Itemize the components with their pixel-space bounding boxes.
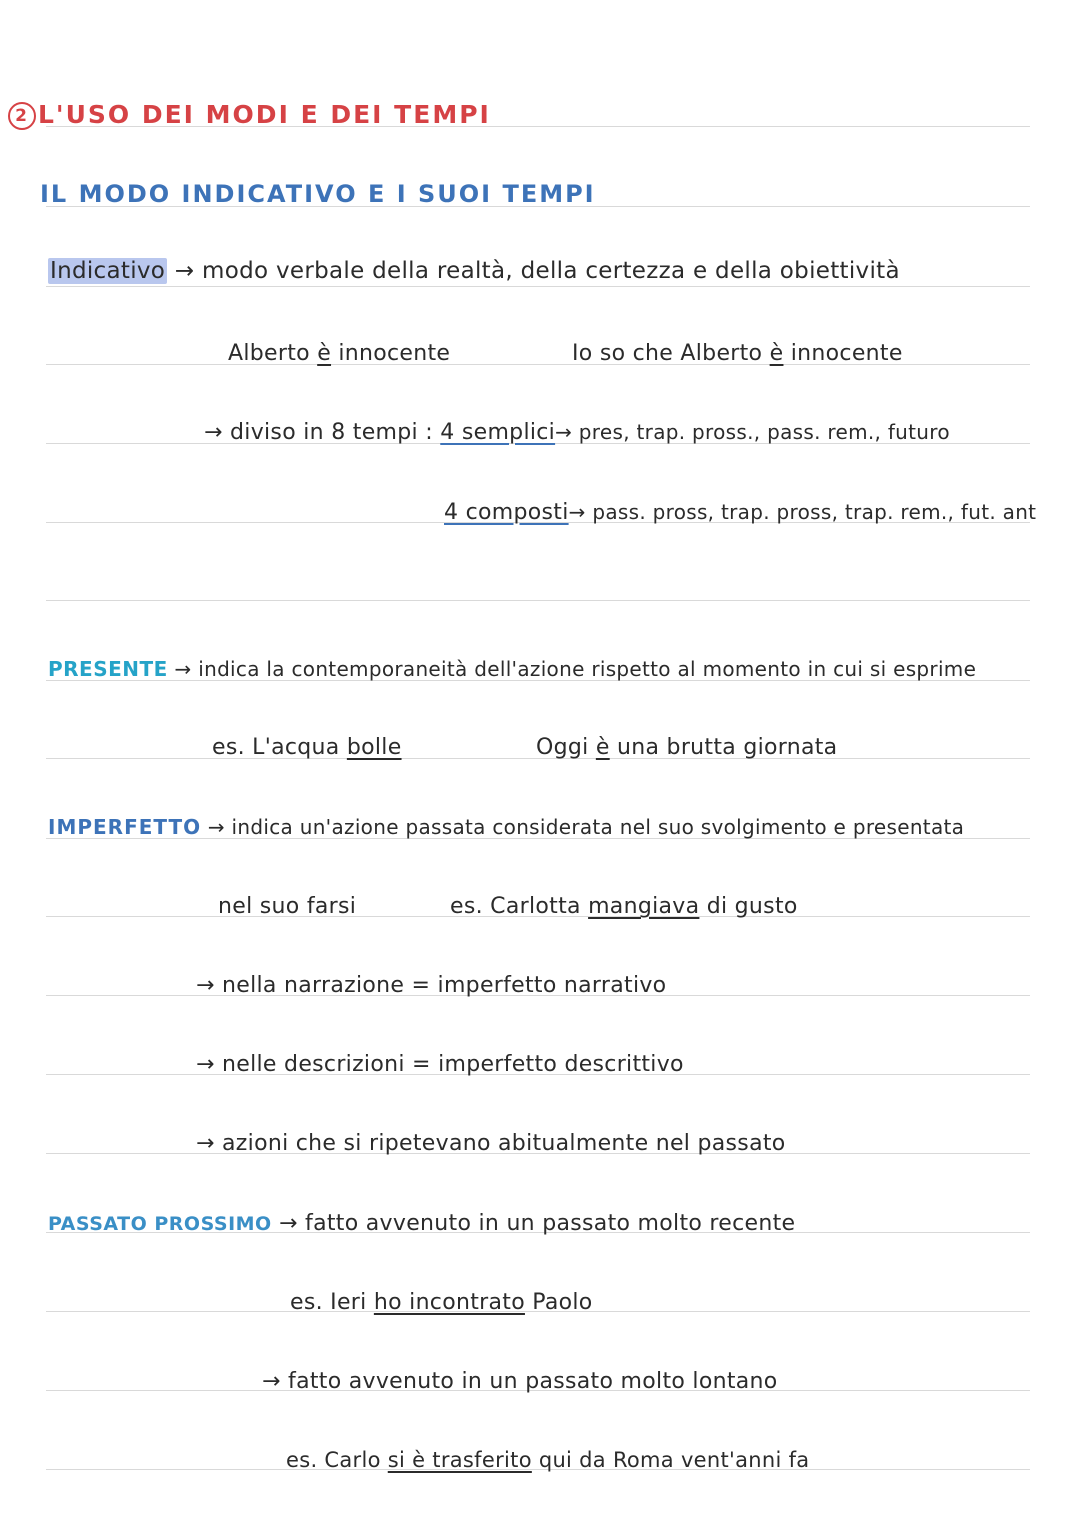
imperfetto-continuation: nel suo farsi [218, 894, 357, 919]
example-verb: è [317, 341, 332, 366]
composti-label: 4 composti [444, 500, 569, 525]
example-verb: si è trasferito [387, 1448, 532, 1472]
passato-prossimo-line [48, 1211, 795, 1236]
indicativo-composti-line [444, 500, 1036, 525]
section-title [8, 100, 491, 130]
example-text: es. Ieri [290, 1290, 374, 1315]
example-text: es. Carlotta [450, 894, 589, 919]
example-text: di gusto [699, 894, 798, 919]
indicativo-definition: modo verbale della realtà, della certezza e della obiettività [202, 258, 900, 284]
arrow: → [174, 258, 195, 284]
semplici-label: 4 semplici [440, 420, 556, 445]
example-verb: è [769, 341, 784, 366]
subtitle: IL MODO INDICATIVO E I SUOI TEMPI [40, 180, 596, 208]
semplici-list: → pres, trap. pross., pass. rem., futuro [555, 420, 950, 444]
section-title-text: L'USO DEI MODI E DEI TEMPI [38, 100, 491, 129]
indicativo-division-line [204, 420, 950, 445]
example-verb: mangiava [588, 894, 700, 919]
presente-example-1 [212, 735, 402, 760]
division-prefix: → diviso in 8 tempi : [204, 420, 441, 445]
presente-definition: → indica la contemporaneità dell'azione rispetto al momento in cui si esprime [174, 657, 977, 681]
ruled-line [46, 600, 1030, 601]
presente-line [48, 657, 976, 681]
passato-prossimo-definition: → fatto avvenuto in un passato molto recente [279, 1211, 796, 1236]
example-text: Io so che Alberto [572, 341, 770, 366]
imperfetto-use-1: → nella narrazione = imperfetto narrativo [196, 973, 667, 998]
example-text: innocente [331, 341, 451, 366]
passato-prossimo-example-2 [286, 1448, 809, 1472]
imperfetto-example [450, 894, 798, 919]
example-text: una brutta giornata [609, 735, 838, 760]
passato-prossimo-example-1 [290, 1290, 593, 1315]
example-text: innocente [783, 341, 903, 366]
imperfetto-label: IMPERFETTO [48, 815, 202, 839]
passato-prossimo-use-2: → fatto avvenuto in un passato molto lontano [262, 1369, 778, 1394]
imperfetto-use-2: → nelle descrizioni = imperfetto descrittivo [196, 1052, 684, 1077]
composti-list: → pass. pross, trap. pross, trap. rem., fut. ant [568, 500, 1037, 524]
indicativo-example-1 [228, 341, 450, 366]
example-text: Oggi [536, 735, 596, 760]
example-text: es. L'acqua [212, 735, 347, 760]
indicativo-term: Indicativo [50, 258, 166, 284]
imperfetto-line [48, 815, 964, 839]
indicativo-example-2 [572, 341, 903, 366]
example-text: Paolo [524, 1290, 593, 1315]
example-verb: ho incontrato [373, 1290, 525, 1315]
section-number: 2 [8, 102, 36, 130]
presente-label: PRESENTE [48, 657, 168, 681]
imperfetto-use-3: → azioni che si ripetevano abitualmente nel passato [196, 1131, 786, 1156]
example-text: qui da Roma vent'anni fa [531, 1448, 810, 1472]
imperfetto-definition: → indica un'azione passata considerata nel suo svolgimento e presentata [207, 815, 965, 839]
example-text: Alberto [228, 341, 318, 366]
passato-prossimo-label: PASSATO PROSSIMO [48, 1213, 272, 1235]
example-verb: bolle [346, 735, 402, 760]
presente-example-2 [536, 735, 837, 760]
example-text: es. Carlo [286, 1448, 388, 1472]
ruled-line [46, 286, 1030, 287]
indicativo-definition-line [48, 258, 900, 284]
example-verb: è [595, 735, 610, 760]
